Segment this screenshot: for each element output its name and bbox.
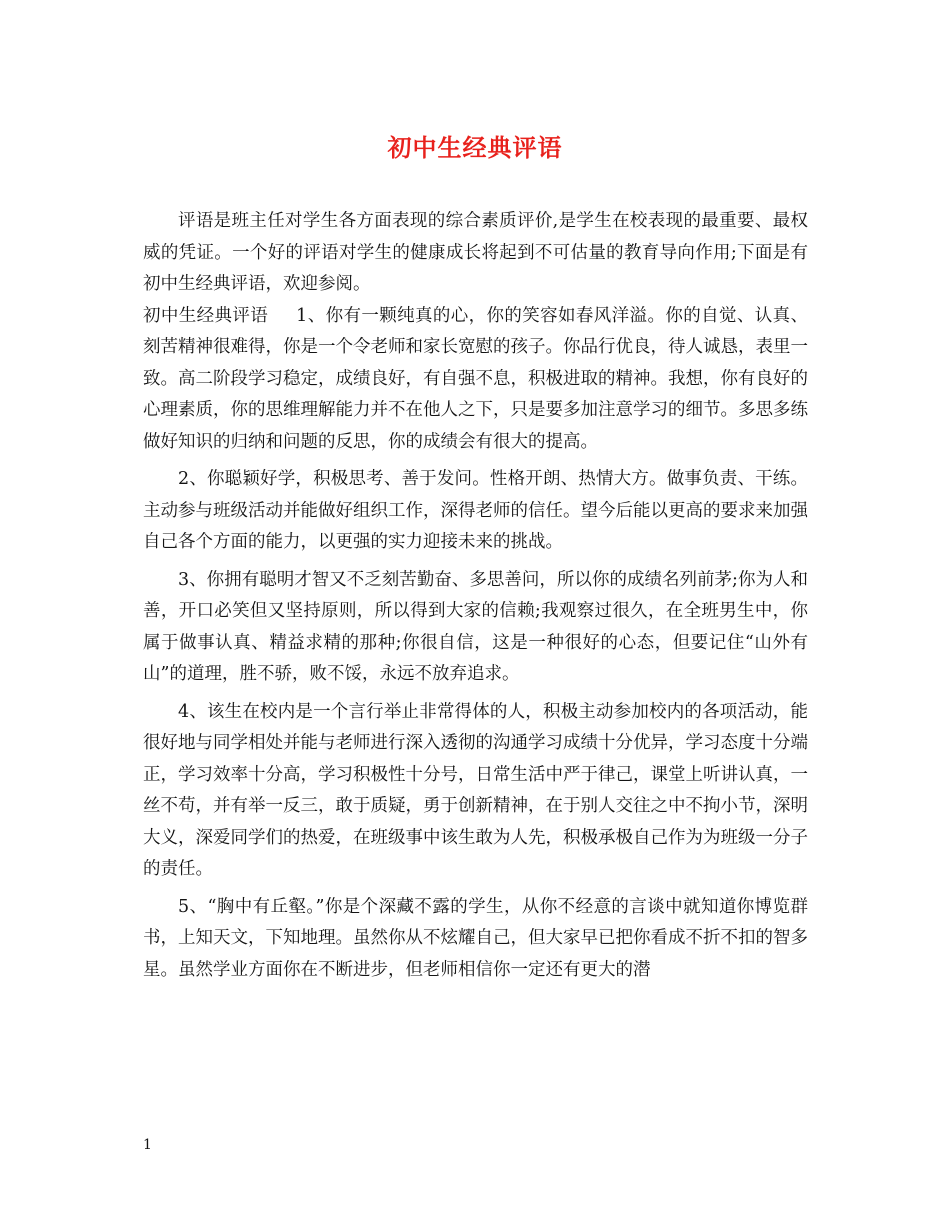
item-paragraph-3: 3、你拥有聪明才智又不乏刻苦勤奋、多思善问，所以你的成绩名列前茅;你为人和善，开口必笑但又坚持原则，所以得到大家的信赖;我观察过很久，在全班男生中，你属于做事认真、精益求精的那种;你很自信，这是一种很好的心态，但要记住“山外有山”的道理，胜不骄，败不馁，永远不放弃追求。	[143, 569, 808, 684]
section-heading: 初中生经典评语	[143, 305, 269, 326]
item-paragraph-4: 4、该生在校内是一个言行举止非常得体的人，积极主动参加校内的各项活动，能很好地与同学相处并能与老师进行深入透彻的沟通学习成绩十分优异，学习态度十分端正，学习效率十分高，学习积极性十分号，日常生活中严于律己，课堂上听讲认真，一丝不苟，并有举一反三，敢于质疑，勇于创新精神，在于别人交往之中不拘小节，深明大义，深爱同学们的热爱，在班级事中该生敢为人先，积极承极自己作为为班级一分子的责任。	[143, 701, 808, 879]
document-body	[143, 206, 808, 986]
item-paragraph-2: 2、你聪颖好学，积极思考、善于发问。性格开朗、热情大方。做事负责、干练。主动参与班级活动并能做好组织工作，深得老师的信任。望今后能以更高的要求来加强自己各个方面的能力，以更强的实力迎接未来的挑战。	[143, 469, 808, 552]
page-number: 1	[143, 1137, 152, 1153]
intro-paragraph: 评语是班主任对学生各方面表现的综合素质评价,是学生在校表现的最重要、最权威的凭证。一个好的评语对学生的健康成长将起到不可估量的教育导向作用;下面是有初中生经典评语，欢迎参阅。	[143, 211, 808, 294]
item-paragraph-5: 5、“胸中有丘壑。”你是个深藏不露的学生，从你不经意的言谈中就知道你博览群书，上知天文，下知地理。虽然你从不炫耀自己，但大家早已把你看成不折不扣的智多星。虽然学业方面你在不断进步，但老师相信你一定还有更大的潜	[143, 896, 808, 980]
item-paragraph-1	[143, 301, 808, 459]
document-title: 初中生经典评语	[387, 133, 563, 162]
item-text-1: 1、你有一颗纯真的心，你的笑容如春风洋溢。你的自觉、认真、刻苦精神很难得，你是一个令老师和家长宽慰的孩子。你品行优良，待人诚恳，表里一致。高二阶段学习稳定，成绩良好，有自强不息，积极进取的精神。我想，你有良好的心理素质，你的思维理解能力并不在他人之下，只是要多加注意学习的细节。多思多练做好知识的归纳和问题的反思，你的成绩会有很大的提高。	[143, 305, 808, 452]
